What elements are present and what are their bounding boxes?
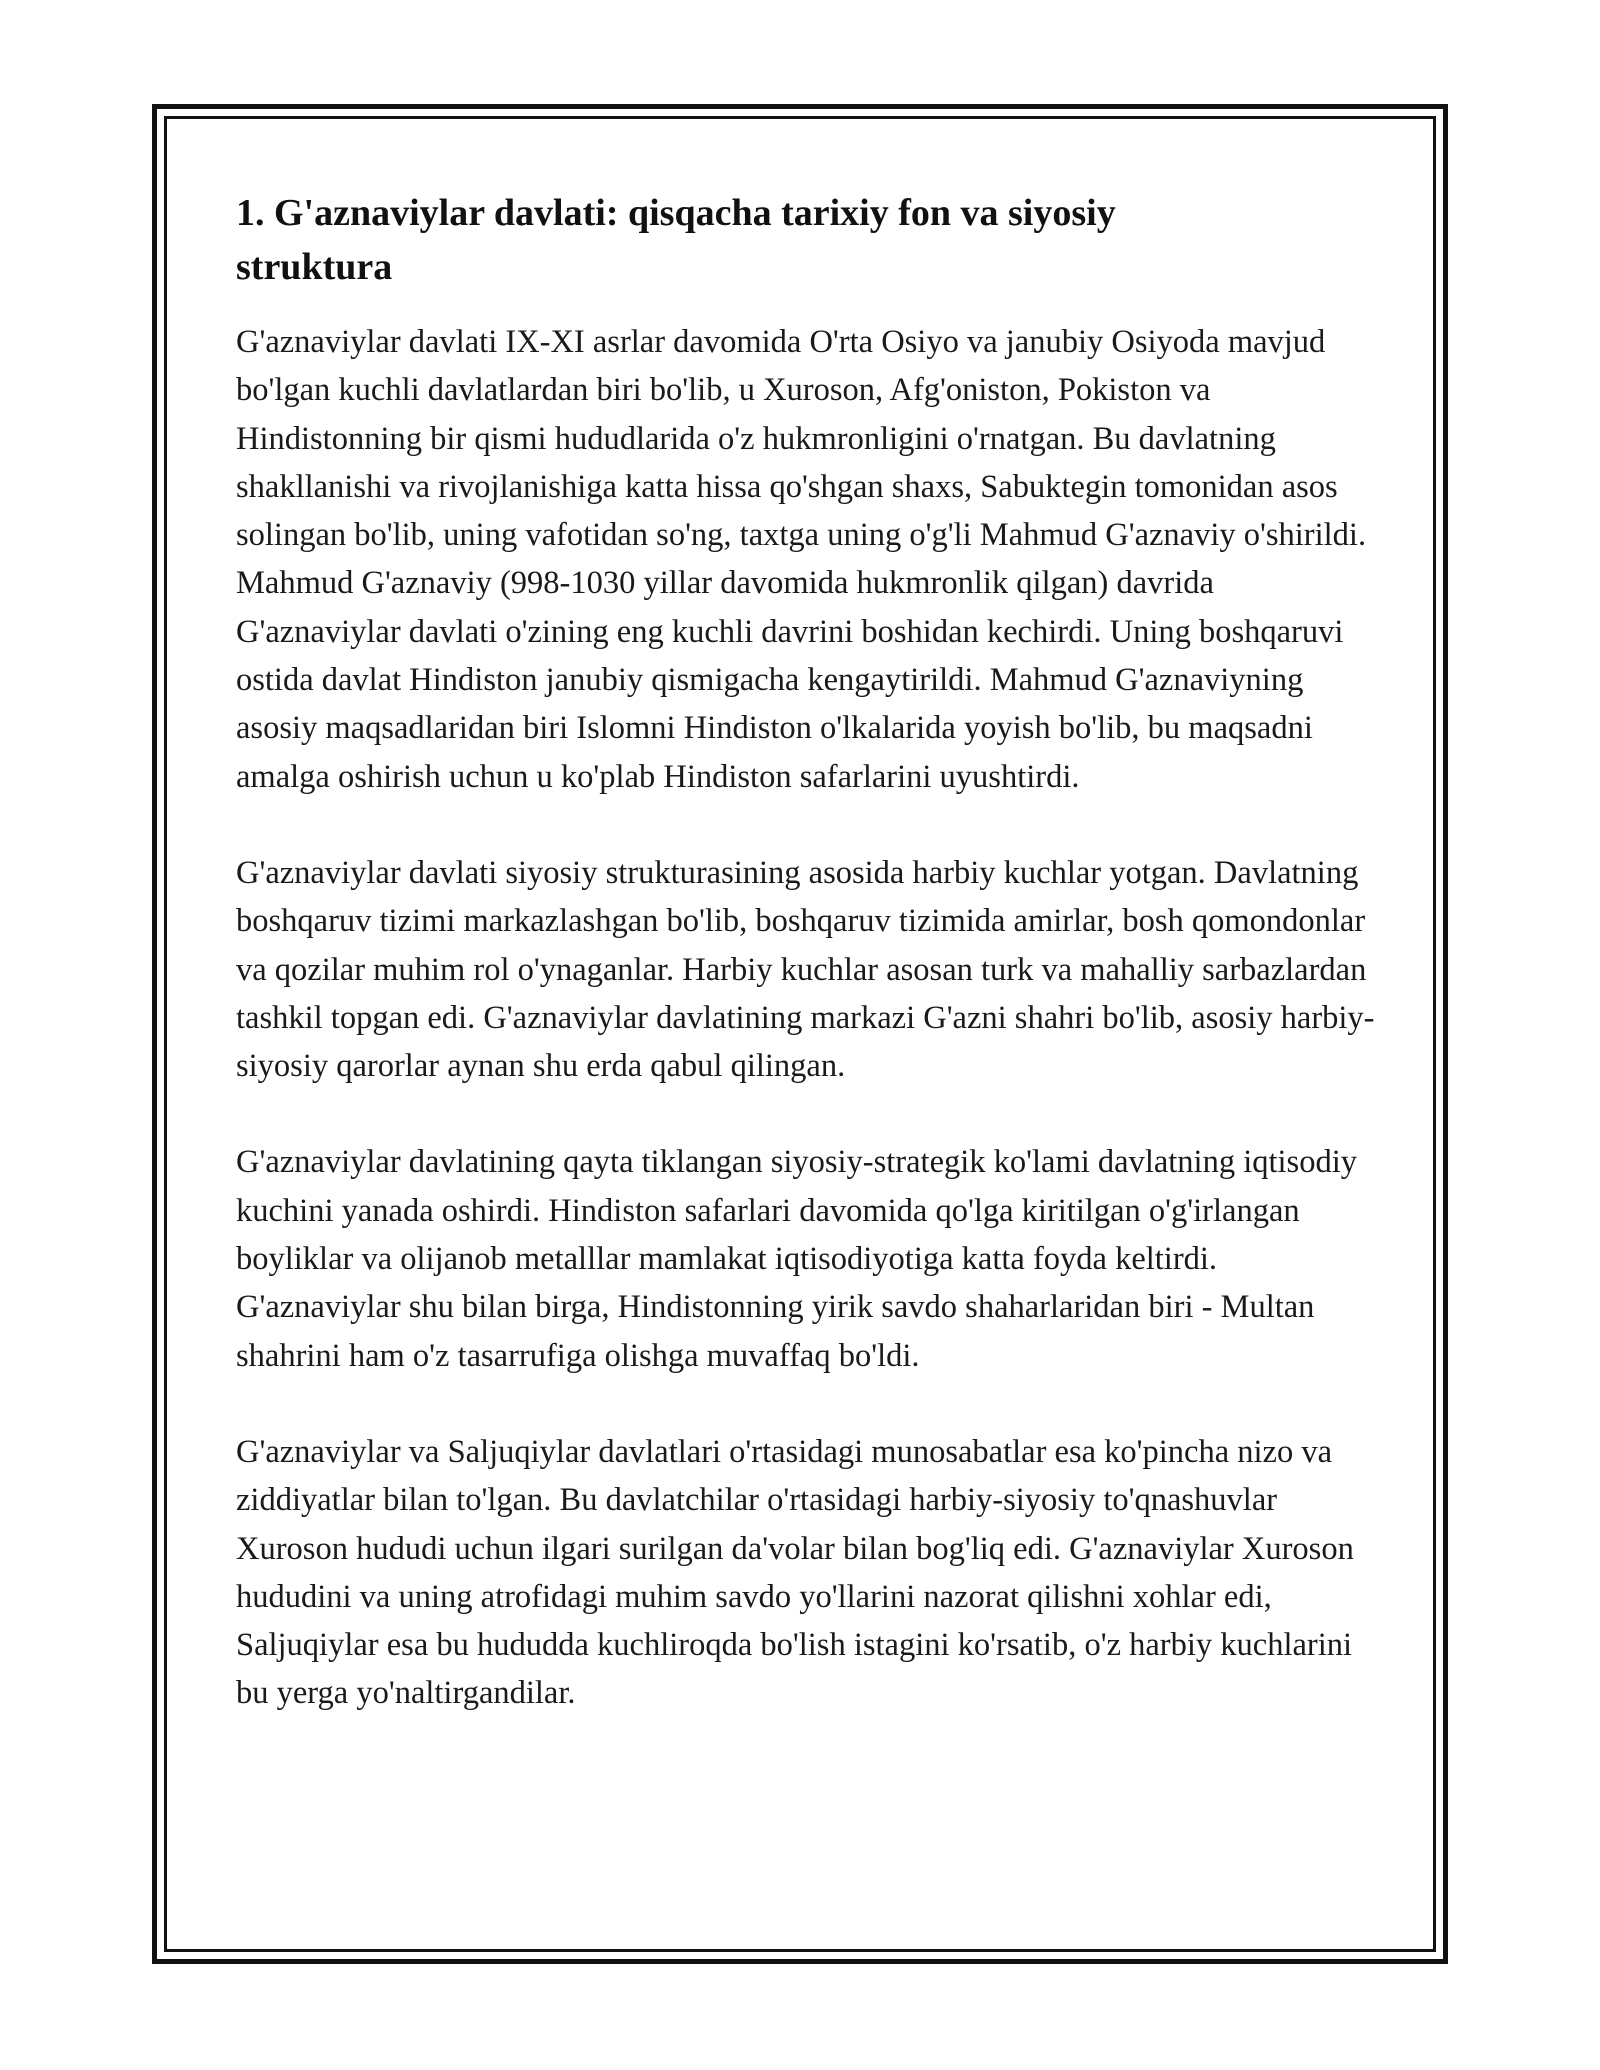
paragraph-seljuk-relations: G'aznaviylar va Saljuqiylar davlatlari o'rtasidagi munosabatlar esa ko'pincha nizo va ziddiyatlar bilan to'lgan. Bu davlatchilar o'rtasidagi harbiy-siyosiy to'qnashuvlar Xuroson hududi uchun ilgari surilgan da'volar bilan bog'liq edi. G'aznaviylar Xuroson hududini va uning atrofidagi muhim savdo yo'llarini nazorat qilishni xohlar edi, Saljuqiylar esa bu hududda kuchliroqda bo'lish istagini ko'rsatib, o'z harbiy kuchlarini bu yerga yo'naltirgandilar.	[236, 1433, 1354, 1712]
paragraph-history: G'aznaviylar davlati IX-XI asrlar davomida O'rta Osiyo va janubiy Osiyoda mavjud bo'lgan kuchli davlatlardan biri bo'lib, u Xuroson, Afg'oniston, Pokiston va Hindistonning bir qismi hududlarida o'z hukmronligini o'rnatgan. Bu davlatning shakllanishi va rivojlanishiga katta hissa qo'shgan shaxs, Sabuktegin tomonidan asos solingan bo'lib, uning vafotidan so'ng, taxtga uning o'g'li Mahmud G'aznaviy o'shirildi. Mahmud G'aznaviy (998-1030 yillar davomida hukmronlik qilgan) davrida G'aznaviylar davlati o'zining eng kuchli davrini boshidan kechirdi. Uning boshqaruvi ostida davlat Hindiston janubiy qismigacha kengaytirildi. Mahmud G'aznaviyning asosiy maqsadlaridan biri Islomni Hindiston o'lkalarida yoyish bo'lib, bu maqsadni amalga oshirish uchun u ko'plab Hindiston safarlarini uyushtirdi.	[236, 324, 1367, 795]
section-heading: 1. G'aznaviylar davlati: qisqacha tarixiy fon va siyosiy struktura	[236, 192, 1116, 288]
paragraph-political-structure: G'aznaviylar davlati siyosiy strukturasining asosida harbiy kuchlar yotgan. Davlatning boshqaruv tizimi markazlashgan bo'lib, boshqaruv tizimida amirlar, bosh qomondonlar va qozilar muhim rol o'ynaganlar. Harbiy kuchlar asosan turk va mahalliy sarbazlardan tashkil topgan edi. G'aznaviylar davlatining markazi G'azni shahri bo'lib, asosiy harbiy-siyosiy qarorlar aynan shu erda qabul qilingan.	[236, 854, 1375, 1085]
document-body	[236, 186, 1384, 1766]
paragraph-economy: G'aznaviylar davlatining qayta tiklangan siyosiy-strategik ko'lami davlatning iqtisodiy kuchini yanada oshirdi. Hindiston safarlari davomida qo'lga kiritilgan o'g'irlangan boyliklar va olijanob metalllar mamlakat iqtisodiyotiga katta foyda keltirdi. G'aznaviylar shu bilan birga, Hindistonning yirik savdo shaharlaridan biri - Multan shahrini ham o'z tasarrufiga olishga muvaffaq bo'ldi.	[236, 1144, 1357, 1374]
